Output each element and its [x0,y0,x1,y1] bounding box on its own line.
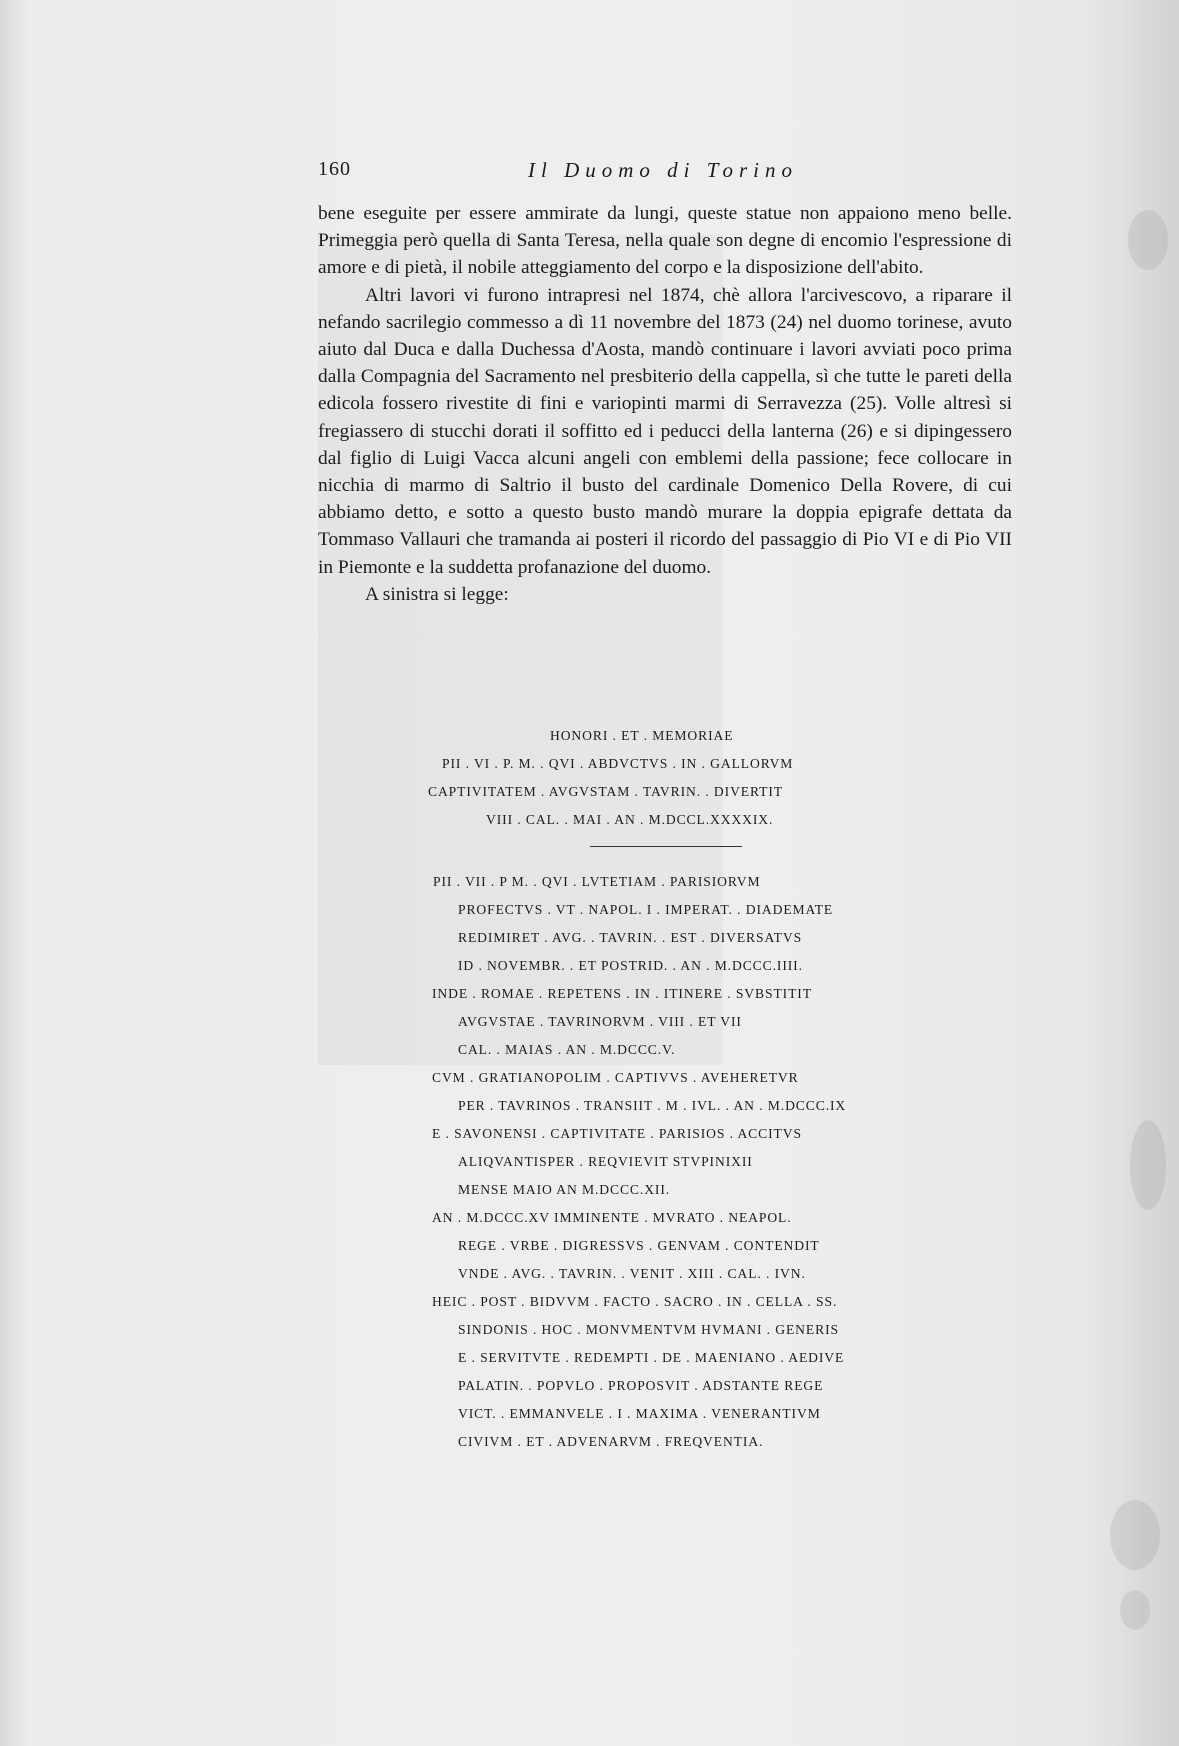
epigraph-line: CAPTIVITATEM . AVGVSTAM . TAVRIN. . DIVERTIT [428,784,783,799]
epigraph-line: HONORI . ET . MEMORIAE [550,728,734,743]
page-number: 160 [318,158,351,180]
epigraph-line: CVM . GRATIANOPOLIM . CAPTIVVS . AVEHERETVR [432,1070,799,1085]
paragraph: A sinistra si legge: [365,583,509,605]
epigraph-line: VICT. . EMMANVELE . I . MAXIMA . VENERANTIVM [458,1406,821,1421]
running-title: Il Duomo di Torino [528,158,799,182]
epigraph-line: VNDE . AVG. . TAVRIN. . VENIT . XIII . CAL. . IVN. [458,1266,806,1281]
epigraph-line: CIVIVM . ET . ADVENARVM . FREQVENTIA. [458,1434,764,1449]
stain [1120,1590,1150,1630]
epigraph-line: PER . TAVRINOS . TRANSIIT . M . IVL. . AN . M.DCCC.IX [458,1098,847,1113]
epigraph-line: E . SAVONENSI . CAPTIVITATE . PARISIOS . ACCITVS [432,1126,802,1141]
paragraph: Altri lavori vi furono intrapresi nel 1874, chè allora l'arcivescovo, a riparare il nefando sacrilegio commesso a dì 11 novembre del 1873 (24) nel duomo torinese, avuto aiuto dal Duca e dalla Duchessa d'Aosta, mandò continuare i lavori avviati poco prima dalla Compagnia del Sacramento nel presbiterio della cappella, sì che tutte le pareti della edicola fossero rivestite di fini e variopinti marmi di Serravezza (25). Volle altresì si fregiassero di stucchi dorati il soffitto ed i peducci della lanterna (26) e si dipingessero dal figlio di Luigi Vacca alcuni angeli con emblemi della passione; fece collocare in nicchia di marmo di Saltrio il busto del cardinale Domenico Della Rovere, di cui abbiamo detto, e sotto a questo busto mandò murare la doppia epigrafe dettata da Tommaso Vallauri che tramanda ai posteri il ricordo del passaggio di Pio VI e di Pio VII in Piemonte e la suddetta profanazione del duomo. [318,284,1012,578]
body-text [318,200,1012,608]
stain [1130,1120,1166,1210]
epigraph-line: ALIQVANTISPER . REQVIEVIT STVPINIXII [458,1154,753,1169]
epigraph-line: INDE . ROMAE . REPETENS . IN . ITINERE . SVBSTITIT [432,986,812,1001]
epigraph-line: AN . M.DCCC.XV IMMINENTE . MVRATO . NEAPOL. [432,1210,792,1225]
epigraph-line: PII . VI . P. M. . QVI . ABDVCTVS . IN . GALLORVM [442,756,794,771]
epigraph-line: HEIC . POST . BIDVVM . FACTO . SACRO . IN . CELLA . SS. [432,1294,838,1309]
epigraph-line: REGE . VRBE . DIGRESSVS . GENVAM . CONTENDIT [458,1238,820,1253]
running-header [318,158,808,188]
stain [1128,210,1168,270]
paragraph: bene eseguite per essere ammirate da lungi, queste statue non appaiono meno belle. Primeggia però quella di Santa Teresa, nella quale son degne di encomio l'espressione di amore e di pietà, il nobile atteggiamento del corpo e la disposizione dell'abito. [318,203,1012,279]
stain [1110,1500,1160,1570]
separator-rule [590,846,742,847]
epigraph-line: PALATIN. . POPVLO . PROPOSVIT . ADSTANTE REGE [458,1378,824,1393]
epigraph-line: REDIMIRET . AVG. . TAVRIN. . EST . DIVERSATVS [458,930,803,945]
epigraph-line: AVGVSTAE . TAVRINORVM . VIII . ET VII [458,1014,742,1029]
epigraph-line: CAL. . MAIAS . AN . M.DCCC.V. [458,1042,676,1057]
epigraph-line: E . SERVITVTE . REDEMPTI . DE . MAENIANO . AEDIVE [458,1350,845,1365]
epigraph-line: SINDONIS . HOC . MONVMENTVM HVMANI . GENERIS [458,1322,839,1337]
epigraph-line: ID . NOVEMBR. . ET POSTRID. . AN . M.DCCC.IIII. [458,958,803,973]
epigraph-line: PII . VII . P M. . QVI . LVTETIAM . PARISIORVM [433,874,761,889]
epigraph-line: PROFECTVS . VT . NAPOL. I . IMPERAT. . DIADEMATE [458,902,834,917]
epigraph-line: MENSE MAIO AN M.DCCC.XII. [458,1182,671,1197]
epigraph-line: VIII . CAL. . MAI . AN . M.DCCL.XXXXIX. [486,812,774,827]
